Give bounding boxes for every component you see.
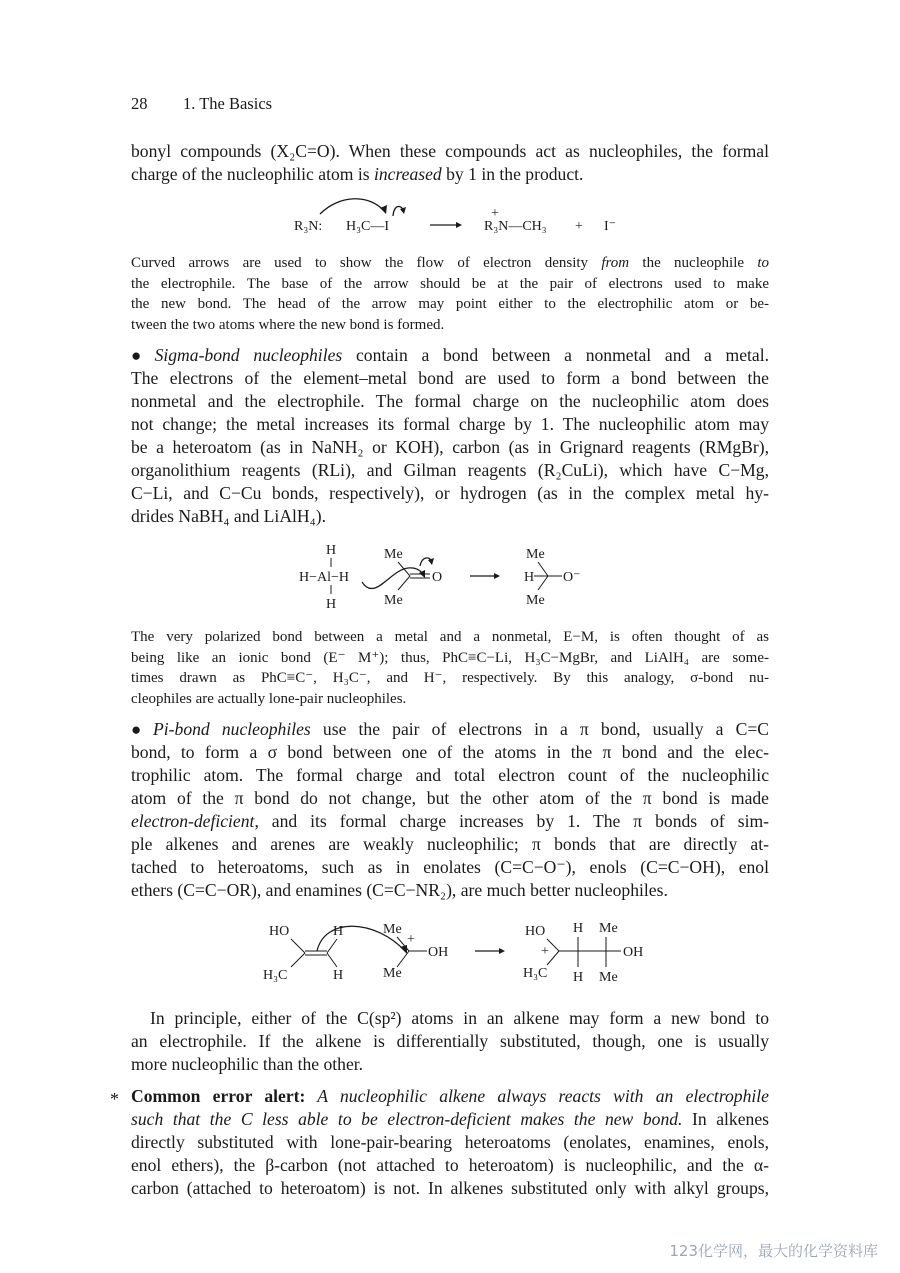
chapter-title: 1. The Basics (183, 94, 273, 113)
text-line: ● Pi-bond nucleophiles use the pair of electrons in a π bond, usually a C=C (131, 719, 769, 739)
error-alert-paragraph (131, 1085, 769, 1200)
text-line: directly substituted with lone-pair-bearing heteroatoms (enolates, enamines, enols, (131, 1132, 769, 1152)
text-line: such that the C less able to be electron-deficient makes the new bond. In alkenes (131, 1109, 769, 1129)
atom-label: H (333, 968, 344, 983)
atom-label: H (333, 924, 344, 939)
charge-label: + (541, 944, 549, 959)
atom-label: H−Al−H (299, 570, 350, 585)
text-line: not change; the metal increases its formal charge by 1. The nucleophilic atom may (131, 414, 769, 434)
text-line: be a heteroatom (as in NaNH₂ or KOH), carbon (as in Grignard reagents (RMgBr), (131, 437, 769, 457)
principle-paragraph (150, 1007, 769, 1030)
text-line: Common error alert: A nucleophilic alkene always reacts with an electrophile (131, 1086, 769, 1106)
atom-label: H (326, 543, 337, 558)
atom-label: Me (526, 547, 545, 562)
text-line: times drawn as PhC≡C⁻, H₃C⁻, and H⁻, respectively. By this analogy, σ-bond nu- (131, 670, 769, 686)
alert-marker: * (110, 1089, 119, 1109)
text-line: atom of the π bond do not change, but the other atom of the π bond is made (131, 788, 769, 808)
page-number: 28 (131, 94, 148, 113)
reaction-scheme-2 (280, 540, 610, 617)
atom-label: Me (383, 966, 402, 981)
text-line: cleophiles are actually lone-pair nucleophiles. (131, 690, 407, 707)
atom-label: H (573, 970, 584, 985)
product-label: I⁻ (604, 219, 617, 234)
atom-label: H₃C (263, 968, 288, 983)
product-label: R₃N—CH₃ (484, 219, 547, 234)
note-curved-arrows (131, 253, 769, 335)
text-line: bonyl compounds (X₂C=O). When these compounds act as nucleophiles, the formal (131, 141, 769, 161)
text-line: C−Li, and C−Cu bonds, respectively), or hydrogen (as in the complex metal hy- (131, 483, 769, 503)
charge-label: + (491, 206, 499, 221)
text-line: organolithium reagents (RLi), and Gilman reagents (R₂CuLi), which have C−Mg, (131, 460, 769, 480)
charge-label: + (407, 932, 415, 947)
atom-label: OH (623, 945, 644, 960)
text-line: carbon (attached to heteroatom) is not. In alkenes substituted only with alkyl groups, (131, 1178, 769, 1198)
text-line: drides NaBH₄ and LiAlH₄). (131, 506, 327, 526)
pi-paragraph (131, 718, 769, 902)
atom-label: Me (599, 970, 618, 985)
text-line: the electrophile. The base of the arrow should be at the pair of electrons used to make (131, 275, 769, 292)
watermark: 123化学网，最大的化学资料库 (669, 1242, 878, 1260)
plus-sign: + (575, 219, 583, 234)
atom-label: Me (384, 547, 403, 562)
text-line: electron-deficient, and its formal charge increases by 1. The π bonds of sim- (131, 811, 769, 831)
reagent-label: H₃C—I (346, 219, 389, 234)
text-line: ethers (C=C−OR), and enamines (C=C−NR₂), are much better nucleophiles. (131, 880, 668, 900)
text-line: ple alkenes and arenes are weakly nucleophilic; π bonds that are directly at- (131, 834, 769, 854)
curved-arrow (320, 199, 385, 214)
principle-paragraph-cont (131, 1030, 769, 1076)
text-line: nonmetal and the electrophile. The formal charge on the nucleophilic atom does (131, 391, 769, 411)
reaction-scheme-1 (290, 192, 630, 243)
text-line: being like an ionic bond (E⁻ M⁺); thus, PhC≡C−Li, H₃C−MgBr, and LiAlH₄ are some- (131, 649, 769, 666)
reagent-label: R₃N: (294, 219, 323, 234)
text-line: charge of the nucleophilic atom is increased by 1 in the product. (131, 164, 584, 184)
text-line: tached to heteroatoms, such as in enolates (C=C−O⁻), enols (C=C−OH), enol (131, 857, 769, 877)
atom-label: Me (384, 593, 403, 608)
text-line: tween the two atoms where the new bond is formed. (131, 316, 445, 333)
reaction-scheme-3 (255, 915, 675, 992)
text-line: ● Sigma-bond nucleophiles contain a bond between a nonmetal and a metal. (131, 345, 769, 365)
atom-label: H₃C (523, 966, 548, 981)
atom-label: H (524, 570, 535, 585)
arrow-head (400, 207, 406, 214)
text-line: The very polarized bond between a metal and a nonmetal, E−M, is often thought of as (131, 629, 769, 645)
text-line: the new bond. The head of the arrow may point either to the electrophilic atom or be- (131, 296, 769, 312)
text-line: Curved arrows are used to show the flow of electron density from the nucleophile to (131, 255, 769, 271)
arrow-head (380, 205, 387, 214)
note-polarized-bond (131, 627, 769, 709)
text-line: The electrons of the element–metal bond are used to form a bond between the (131, 368, 769, 388)
atom-label: OH (428, 945, 449, 960)
text-line: trophilic atom. The formal charge and total electron count of the nucleophilic (131, 765, 769, 785)
atom-label: HO (525, 924, 546, 939)
atom-label: Me (526, 593, 545, 608)
sigma-paragraph (131, 344, 769, 528)
atom-label: H (326, 597, 337, 612)
running-head (131, 94, 272, 114)
text-line: enol ethers), the β-carbon (not attached to heteroatom) is nucleophilic, and the α- (131, 1155, 769, 1175)
text-line: an electrophile. If the alkene is differentially substituted, though, one is usually (131, 1031, 769, 1051)
atom-label: Me (599, 921, 618, 936)
atom-label: O⁻ (563, 570, 581, 585)
text-line: In principle, either of the C(sp²) atoms in an alkene may form a new bond to (150, 1008, 769, 1028)
intro-paragraph (131, 140, 769, 186)
atom-label: O (432, 570, 443, 585)
atom-label: Me (383, 922, 402, 937)
atom-label: H (573, 921, 584, 936)
atom-label: HO (269, 924, 290, 939)
text-line: bond, to form a σ bond between one of the atoms in the π bond and the elec- (131, 742, 769, 762)
text-line: more nucleophilic than the other. (131, 1054, 364, 1074)
